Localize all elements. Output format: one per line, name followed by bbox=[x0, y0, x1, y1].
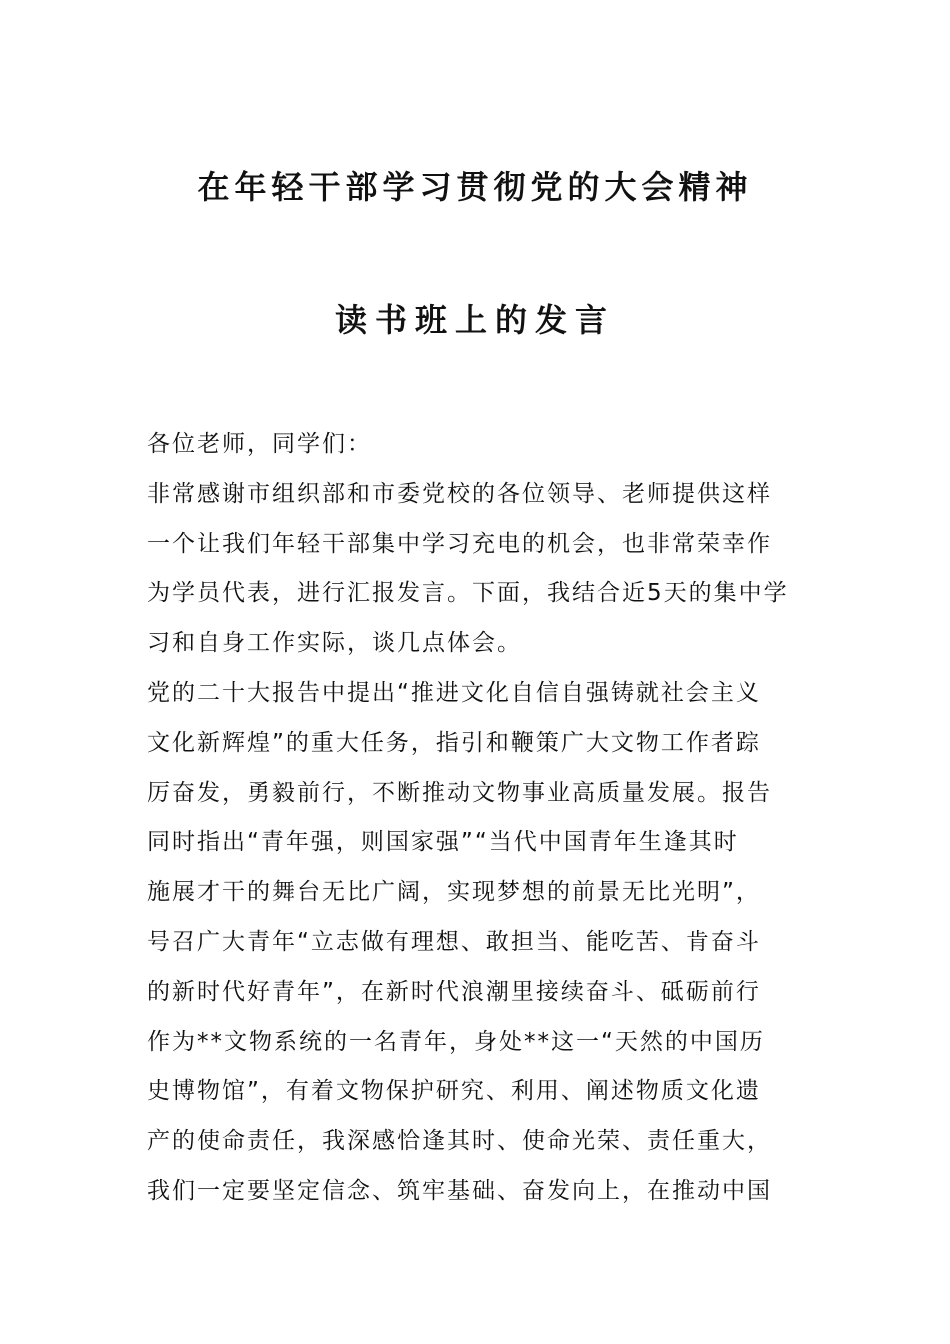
body-line: 号召广大青年“立志做有理想、敢担当、能吃苦、肯奋斗 bbox=[147, 928, 761, 955]
body-line: 习和自身工作实际，谈几点体会。 bbox=[147, 630, 522, 657]
document-title-line-2: 读书班上的发言 bbox=[334, 301, 615, 339]
body-line: 党的二十大报告中提出“推进文化自信自强铸就社会主义 bbox=[147, 679, 761, 706]
document-body bbox=[147, 420, 817, 1217]
body-line: 同时指出“青年强，则国家强”“当代中国青年生逢其时 bbox=[147, 829, 739, 856]
body-line: 非常感谢市组织部和市委党校的各位领导、老师提供这样 bbox=[147, 480, 772, 507]
body-line: 作为**文物系统的一名青年，身处**这一“天然的中国历 bbox=[147, 1028, 765, 1055]
body-line: 一个让我们年轻干部集中学习充电的机会，也非常荣幸作 bbox=[147, 530, 772, 557]
body-line: 的新时代好青年”，在新时代浪潮里接续奋斗、砥砺前行 bbox=[147, 978, 761, 1005]
document-title-line-1: 在年轻干部学习贯彻党的大会精神 bbox=[197, 168, 753, 206]
body-line: 我们一定要坚定信念、筑牢基础、奋发向上，在推动中国 bbox=[147, 1177, 772, 1204]
body-line: 为学员代表，进行汇报发言。下面，我结合近5天的集中学 bbox=[147, 580, 789, 607]
body-line: 产的使命责任，我深感恰逢其时、使命光荣、责任重大， bbox=[147, 1128, 772, 1155]
body-line: 厉奋发，勇毅前行，不断推动文物事业高质量发展。报告 bbox=[147, 779, 772, 806]
body-line: 文化新辉煌”的重大任务，指引和鞭策广大文物工作者踪 bbox=[147, 729, 761, 756]
body-line: 史博物馆”，有着文物保护研究、利用、阐述物质文化遗 bbox=[147, 1078, 761, 1105]
body-line: 各位老师，同学们： bbox=[147, 431, 372, 457]
body-line: 施展才干的舞台无比广阔，实现梦想的前景无比光明”， bbox=[147, 879, 761, 906]
